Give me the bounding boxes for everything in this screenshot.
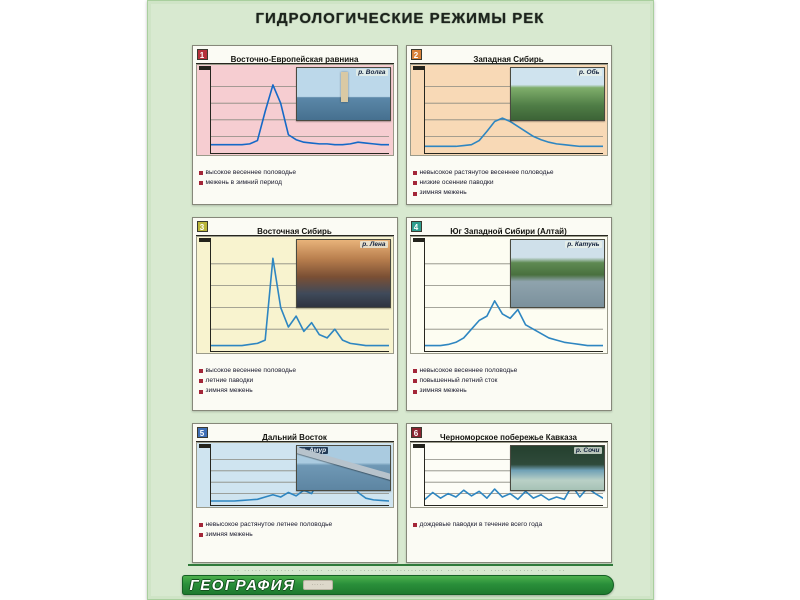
legend-bullet xyxy=(199,181,203,185)
river-label: р. Катунь xyxy=(567,241,600,248)
month-axis xyxy=(410,156,608,166)
chart-area xyxy=(410,64,608,156)
panel-header xyxy=(410,221,608,236)
legend-label: межень в зимний период xyxy=(205,179,282,187)
legend-item xyxy=(413,178,608,188)
month-axis xyxy=(196,156,394,166)
panel-legend xyxy=(199,520,394,540)
poster xyxy=(147,0,654,600)
legend-item xyxy=(413,386,608,396)
chart-area xyxy=(196,64,394,156)
panel-number-badge: 6 xyxy=(411,427,422,438)
photo-inset xyxy=(510,239,604,308)
river-label: р. Сочи xyxy=(575,447,600,454)
panel-number-badge: 3 xyxy=(197,221,208,232)
publisher-tag: ····· xyxy=(303,580,332,590)
legend-item xyxy=(199,366,394,376)
panel-title: Дальний Восток xyxy=(262,433,327,442)
panel-header xyxy=(196,221,394,236)
legend-item xyxy=(413,188,608,198)
panel-legend xyxy=(413,520,608,530)
legend-label: зимняя межень xyxy=(205,531,253,539)
legend-label: зимняя межень xyxy=(419,189,467,197)
legend-bullet xyxy=(199,390,203,394)
legend-label: низкие осенние паводки xyxy=(419,179,494,187)
panel-western-siberia xyxy=(406,45,612,205)
poster-title: ГИДРОЛОГИЧЕСКИЕ РЕЖИМЫ РЕК xyxy=(255,10,545,27)
panel-title: Юг Западной Сибири (Алтай) xyxy=(450,227,567,236)
photo-inset xyxy=(510,67,604,121)
brand-logo: ГЕОГРАФИЯ xyxy=(189,576,296,594)
panel-title: Черноморское побережье Кавказа xyxy=(440,433,577,442)
legend-bullet xyxy=(199,523,203,527)
legend-bullet xyxy=(413,369,417,373)
photo-inset xyxy=(510,445,604,491)
month-axis xyxy=(196,508,394,518)
legend-item xyxy=(199,530,394,540)
panel-number-badge: 2 xyxy=(411,49,422,60)
legend-label: дождевые паводки в течение всего года xyxy=(419,521,543,528)
legend-item xyxy=(413,168,608,178)
panel-legend xyxy=(413,168,608,199)
legend-bullet xyxy=(413,390,417,394)
legend-item xyxy=(413,366,608,376)
panel-far-east xyxy=(192,423,398,563)
panel-eastern-siberia xyxy=(192,217,398,411)
legend-bullet xyxy=(413,379,417,383)
legend-item xyxy=(199,520,394,530)
legend-label: высокое весеннее половодье xyxy=(205,367,296,374)
legend-bullet xyxy=(413,171,417,175)
y-axis xyxy=(198,65,209,155)
chart-area xyxy=(196,442,394,508)
panel-black-sea-coast-caucasus xyxy=(406,423,612,563)
footer-banner xyxy=(182,575,614,595)
panel-header xyxy=(410,427,608,442)
y-axis xyxy=(412,237,423,353)
y-axis xyxy=(198,443,209,507)
legend-bullet xyxy=(413,192,417,196)
legend-label: зимняя межень xyxy=(205,387,253,395)
month-axis xyxy=(410,508,608,518)
legend-bullet xyxy=(199,379,203,383)
chart-area xyxy=(410,236,608,354)
legend-label: невысокое растянутое весеннее половодье xyxy=(419,169,554,176)
panel-title: Восточно-Европейская равнина xyxy=(230,55,359,64)
legend-label: невысокое весеннее половодье xyxy=(419,367,518,374)
legend-bullet xyxy=(199,171,203,175)
fine-print: ·· ····· ········ ··· ··· ········ ········· ············· ····· ··· · ······ ····· ··· · ·· xyxy=(233,568,567,574)
panel-legend xyxy=(199,168,394,188)
legend-item xyxy=(413,376,608,386)
panel-east-european-plain xyxy=(192,45,398,205)
photo-inset xyxy=(296,445,390,491)
panel-number-badge: 1 xyxy=(197,49,208,60)
legend-bullet xyxy=(413,181,417,185)
legend-item xyxy=(199,178,394,188)
legend-label: летние паводки xyxy=(205,377,254,385)
y-axis xyxy=(412,65,423,155)
legend-item xyxy=(199,386,394,396)
legend-bullet xyxy=(199,369,203,373)
panel-header xyxy=(410,49,608,64)
legend-item xyxy=(413,520,608,530)
panel-header xyxy=(196,427,394,442)
legend-bullet xyxy=(199,533,203,537)
month-axis xyxy=(410,354,608,364)
panel-header xyxy=(196,49,394,64)
chart-area xyxy=(410,442,608,508)
month-axis xyxy=(196,354,394,364)
river-label: р. Амур xyxy=(301,447,327,454)
chart-area xyxy=(196,236,394,354)
panel-legend xyxy=(413,366,608,397)
panel-legend xyxy=(199,366,394,397)
legend-label: высокое весеннее половодье xyxy=(205,169,296,176)
legend-item xyxy=(199,376,394,386)
legend-bullet xyxy=(413,523,417,527)
panel-number-badge: 5 xyxy=(197,427,208,438)
photo-inset xyxy=(296,239,390,308)
river-label: р. Лена xyxy=(362,241,386,248)
river-label: р. Волга xyxy=(358,69,386,76)
panel-title: Восточная Сибирь xyxy=(257,227,332,236)
footer-divider xyxy=(188,564,613,566)
legend-item xyxy=(199,168,394,178)
legend-label: повышенный летний сток xyxy=(419,377,498,385)
river-label: р. Обь xyxy=(578,69,600,76)
panel-south-western-siberia-altai xyxy=(406,217,612,411)
legend-label: невысокое растянутое летнее половодье xyxy=(205,521,333,528)
y-axis xyxy=(412,443,423,507)
panels-grid xyxy=(192,45,612,563)
legend-label: зимняя межень xyxy=(419,387,467,395)
y-axis xyxy=(198,237,209,353)
panel-title: Западная Сибирь xyxy=(473,55,544,64)
photo-inset xyxy=(296,67,390,121)
panel-number-badge: 4 xyxy=(411,221,422,232)
